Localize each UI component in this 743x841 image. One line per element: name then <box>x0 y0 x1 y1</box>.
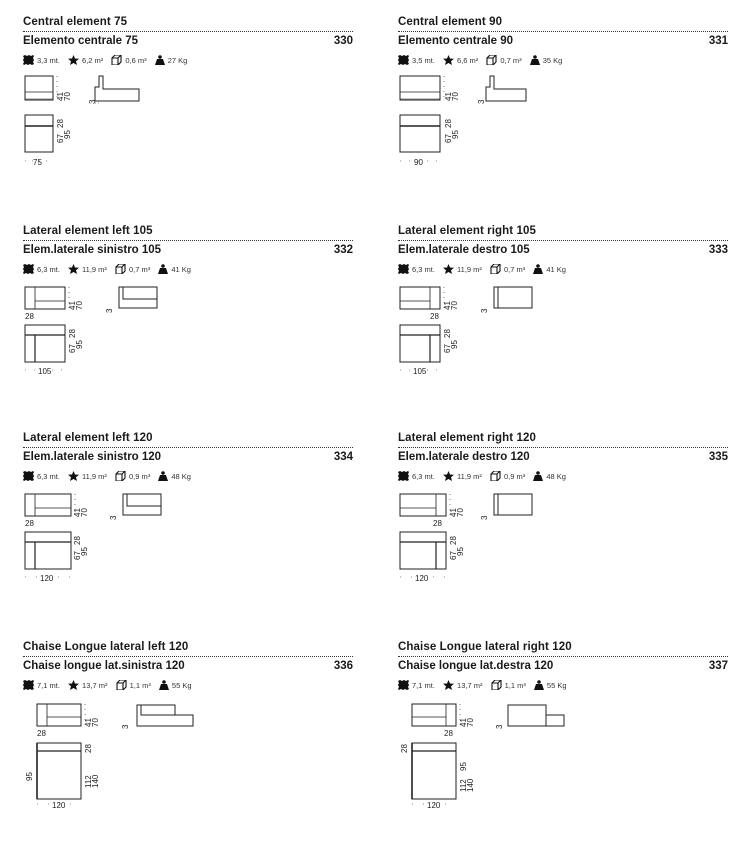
title-english: Chaise Longue lateral right 120 <box>398 641 572 653</box>
weight-value: 48 Kg <box>546 471 566 481</box>
dim-backrest: 28 <box>68 329 77 338</box>
dim-seat: 67 <box>449 551 458 560</box>
weight-value: 55 Kg <box>546 680 567 690</box>
dim-height-total: 70 <box>63 92 72 101</box>
volume-value: 1,1 m³ <box>129 680 151 690</box>
title-italian: Elem.laterale destro 105 <box>398 244 530 256</box>
dim-width: 90 <box>414 158 423 167</box>
dim-height-seat: 41 <box>443 301 452 310</box>
dotted-separator <box>23 240 353 241</box>
spec-row <box>23 471 197 481</box>
front-view-outline <box>400 494 446 516</box>
dim-height-seat: 41 <box>73 508 82 517</box>
weight-value: 41 Kg <box>546 264 566 274</box>
product-card-333 <box>398 225 728 425</box>
fabric-roll-icon <box>23 680 34 690</box>
front-view-outline <box>400 76 440 100</box>
dim-depth: 140 <box>91 774 100 788</box>
dim-width: 105 <box>413 367 427 376</box>
dotted-separator <box>23 31 353 32</box>
product-code: 330 <box>333 35 353 47</box>
front-view-outline <box>412 704 456 726</box>
fabric-value: 6,3 mt. <box>37 471 60 481</box>
fabric-roll-icon <box>398 471 409 481</box>
dim-side: 95 <box>25 772 34 781</box>
product-card-336 <box>23 641 353 841</box>
dim-seat: 112 <box>459 779 468 792</box>
product-code: 337 <box>708 660 728 672</box>
package-volume-icon <box>116 680 127 690</box>
package-volume-icon <box>111 55 122 65</box>
technical-drawing <box>398 487 598 632</box>
dim-arm-width: 28 <box>37 729 46 738</box>
dim-height-total: 70 <box>450 301 459 310</box>
dim-height-total: 70 <box>451 92 460 101</box>
weight-icon <box>530 55 540 65</box>
spec-row <box>398 471 572 481</box>
title-english: Central element 90 <box>398 16 503 28</box>
spec-row <box>23 55 193 65</box>
weight-icon <box>159 680 169 690</box>
dim-height-total: 70 <box>466 718 475 727</box>
dim-depth: 95 <box>63 130 72 139</box>
leather-value: 11,9 m² <box>457 471 482 481</box>
dim-backrest: 28 <box>84 744 93 753</box>
technical-drawing <box>398 280 598 425</box>
volume-value: 0,9 m³ <box>129 471 151 481</box>
fabric-value: 6,3 mt. <box>412 471 435 481</box>
dim-width: 75 <box>33 158 42 167</box>
dim-width: 120 <box>415 574 429 583</box>
dim-depth: 95 <box>456 547 465 556</box>
title-english: Lateral element right 120 <box>398 432 536 444</box>
dim-width: 120 <box>40 574 54 583</box>
fabric-value: 6,3 mt. <box>37 264 60 274</box>
dim-backrest: 28 <box>449 536 458 545</box>
top-view-outline <box>25 325 65 362</box>
product-code: 334 <box>333 451 353 463</box>
volume-value: 0,6 m³ <box>125 55 147 65</box>
package-volume-icon <box>491 680 502 690</box>
product-code: 331 <box>708 35 728 47</box>
dim-arm-width: 28 <box>433 519 442 528</box>
title-italian: Elemento centrale 90 <box>398 35 514 47</box>
leather-hide-icon <box>68 680 79 690</box>
dim-backrest: 28 <box>444 119 453 128</box>
dim-depth: 95 <box>75 340 84 349</box>
dim-height-seat: 41 <box>84 718 93 727</box>
technical-drawing <box>23 71 223 216</box>
product-code: 332 <box>333 244 353 256</box>
fabric-value: 3,5 mt. <box>412 55 435 65</box>
product-code: 335 <box>708 451 728 463</box>
weight-icon <box>158 471 168 481</box>
title-italian: Elem.laterale sinistro 120 <box>23 451 162 463</box>
fabric-roll-icon <box>23 264 34 274</box>
leather-hide-icon <box>443 680 454 690</box>
title-english: Lateral element left 105 <box>23 225 153 237</box>
product-card-337 <box>398 641 728 841</box>
title-italian: Chaise longue lat.sinistra 120 <box>23 660 185 672</box>
technical-drawing <box>23 280 223 425</box>
side-view-outline <box>486 76 526 101</box>
dim-arm: 3 <box>105 308 114 313</box>
package-volume-icon <box>486 55 497 65</box>
top-view-outline <box>25 115 53 152</box>
leather-value: 13,7 m² <box>457 680 483 690</box>
dotted-separator <box>398 447 728 448</box>
dim-height-seat: 41 <box>459 718 468 727</box>
fabric-value: 7,1 mt. <box>37 680 60 690</box>
fabric-value: 3,3 mt. <box>37 55 60 65</box>
title-english: Lateral element left 120 <box>23 432 153 444</box>
front-view-outline <box>25 494 71 516</box>
dim-arm: 3 <box>477 99 486 104</box>
title-italian: Elem.laterale destro 120 <box>398 451 530 463</box>
volume-value: 0,7 m³ <box>129 264 151 274</box>
leather-value: 6,2 m² <box>82 55 104 65</box>
dim-height-total: 70 <box>91 718 100 727</box>
dim-height-total: 70 <box>75 301 84 310</box>
weight-value: 41 Kg <box>171 264 191 274</box>
weight-icon <box>158 264 168 274</box>
front-view-outline <box>25 76 53 100</box>
dotted-separator <box>398 240 728 241</box>
side-view-outline <box>137 705 193 726</box>
dim-seat: 67 <box>73 551 82 560</box>
title-english: Chaise Longue lateral left 120 <box>23 641 189 653</box>
volume-value: 1,1 m³ <box>504 680 526 690</box>
fabric-roll-icon <box>398 264 409 274</box>
dim-seat: 112 <box>84 775 93 788</box>
technical-drawing <box>398 696 598 841</box>
package-volume-icon <box>115 471 126 481</box>
product-card-335 <box>398 432 728 632</box>
product-code: 333 <box>708 244 728 256</box>
dim-depth: 95 <box>450 340 459 349</box>
weight-value: 35 Kg <box>542 55 563 65</box>
top-view-outline <box>400 115 440 152</box>
dim-width: 120 <box>427 801 441 810</box>
title-english: Central element 75 <box>23 16 128 28</box>
leather-hide-icon <box>443 55 454 65</box>
leather-value: 11,9 m² <box>82 471 107 481</box>
product-card-334 <box>23 432 353 632</box>
technical-drawing <box>23 696 223 841</box>
leather-hide-icon <box>443 471 454 481</box>
dim-backrest: 28 <box>400 744 409 753</box>
spec-row <box>23 680 198 690</box>
dim-arm: 3 <box>88 99 97 104</box>
dim-arm: 3 <box>480 308 489 313</box>
weight-value: 48 Kg <box>171 471 191 481</box>
dim-height-seat: 41 <box>56 92 65 101</box>
dim-arm: 3 <box>495 724 504 729</box>
dim-height-seat: 41 <box>68 301 77 310</box>
dim-arm-width: 28 <box>25 519 34 528</box>
front-view-outline <box>400 287 440 309</box>
leather-hide-icon <box>443 264 454 274</box>
technical-drawing <box>23 487 223 632</box>
product-code: 336 <box>333 660 353 672</box>
volume-value: 0,7 m³ <box>500 55 522 65</box>
package-volume-icon <box>490 264 501 274</box>
dim-seat: 67 <box>444 134 453 143</box>
dim-width: 105 <box>38 367 52 376</box>
weight-value: 27 Kg <box>167 55 188 65</box>
title-english: Lateral element right 105 <box>398 225 536 237</box>
package-volume-icon <box>490 471 501 481</box>
dim-height-seat: 41 <box>449 508 458 517</box>
leather-hide-icon <box>68 264 79 274</box>
fabric-roll-icon <box>398 55 409 65</box>
dim-height-total: 70 <box>80 508 89 517</box>
dim-seat: 67 <box>443 344 452 353</box>
front-view-outline <box>37 704 81 726</box>
fabric-roll-icon <box>23 471 34 481</box>
dim-depth: 95 <box>80 547 89 556</box>
dim-arm: 3 <box>109 515 118 520</box>
spec-row <box>398 264 572 274</box>
dim-backrest: 28 <box>73 536 82 545</box>
dim-backrest: 28 <box>56 119 65 128</box>
volume-value: 0,9 m³ <box>504 471 526 481</box>
title-italian: Elem.laterale sinistro 105 <box>23 244 162 256</box>
leather-hide-icon <box>68 471 79 481</box>
fabric-value: 7,1 mt. <box>412 680 435 690</box>
spec-row <box>23 264 197 274</box>
dotted-separator <box>23 447 353 448</box>
dim-height-total: 70 <box>456 508 465 517</box>
top-view-outline <box>25 532 71 569</box>
weight-icon <box>533 264 543 274</box>
side-view-outline <box>123 494 161 515</box>
leather-value: 11,9 m² <box>82 264 107 274</box>
product-card-332 <box>23 225 353 425</box>
package-volume-icon <box>115 264 126 274</box>
spec-row <box>398 680 573 690</box>
technical-drawing <box>398 71 598 216</box>
weight-icon <box>155 55 165 65</box>
weight-icon <box>533 471 543 481</box>
dim-backrest: 28 <box>443 329 452 338</box>
top-view-outline <box>400 325 440 362</box>
fabric-roll-icon <box>23 55 34 65</box>
top-view-outline <box>400 532 446 569</box>
weight-icon <box>534 680 544 690</box>
leather-value: 11,9 m² <box>457 264 482 274</box>
side-view-outline <box>119 287 157 308</box>
dim-seat: 67 <box>56 134 65 143</box>
side-view-outline <box>494 494 532 515</box>
volume-value: 0,7 m³ <box>504 264 526 274</box>
leather-value: 6,6 m² <box>457 55 479 65</box>
dim-arm: 3 <box>121 724 130 729</box>
dim-arm: 3 <box>480 515 489 520</box>
fabric-roll-icon <box>398 680 409 690</box>
dim-depth: 95 <box>451 130 460 139</box>
dim-side: 95 <box>459 762 468 771</box>
dotted-separator <box>23 656 353 657</box>
fabric-value: 6,3 mt. <box>412 264 435 274</box>
dim-arm-width: 28 <box>444 729 453 738</box>
title-italian: Elemento centrale 75 <box>23 35 139 47</box>
dotted-separator <box>398 31 728 32</box>
dim-width: 120 <box>52 801 66 810</box>
product-card-330 <box>23 16 353 216</box>
dim-depth: 140 <box>466 778 475 792</box>
product-card-331 <box>398 16 728 216</box>
dim-seat: 67 <box>68 344 77 353</box>
dim-height-seat: 41 <box>444 92 453 101</box>
leather-hide-icon <box>68 55 79 65</box>
side-view-outline <box>95 76 139 101</box>
title-italian: Chaise longue lat.destra 120 <box>398 660 554 672</box>
side-view-outline <box>494 287 532 308</box>
dotted-separator <box>398 656 728 657</box>
side-view-outline <box>508 705 564 726</box>
weight-value: 55 Kg <box>171 680 192 690</box>
dim-arm-width: 28 <box>25 312 34 321</box>
front-view-outline <box>25 287 65 309</box>
leather-value: 13,7 m² <box>82 680 108 690</box>
spec-row <box>398 55 568 65</box>
dim-arm-width: 28 <box>430 312 439 321</box>
